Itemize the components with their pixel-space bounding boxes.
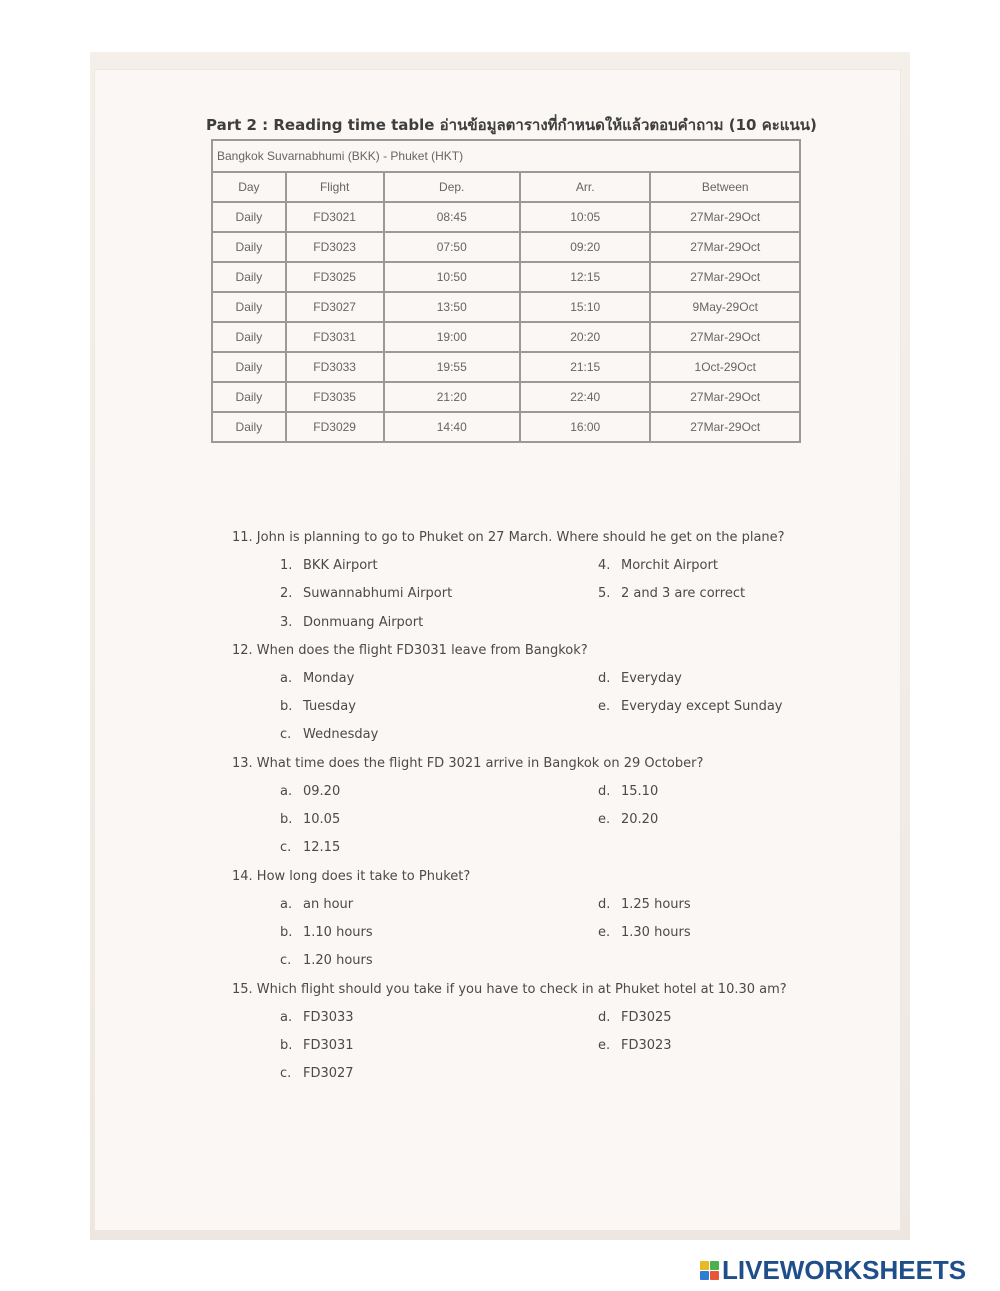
answer-option[interactable] [280,1004,354,1032]
answer-option[interactable] [280,834,340,862]
answer-option[interactable] [280,609,423,637]
cell-flight: FD3035 [286,382,384,412]
cell-day: Daily [212,322,286,352]
liveworksheets-logo [700,1255,966,1286]
cell-day: Daily [212,292,286,322]
answer-option[interactable] [598,693,783,721]
cell-flight: FD3021 [286,202,384,232]
option-text: 12.15 [303,840,341,856]
answer-option[interactable] [598,580,745,608]
cell-between: 27Mar-29Oct [650,232,800,262]
cell-between: 27Mar-29Oct [650,412,800,442]
timetable-row [212,232,800,262]
answer-option[interactable] [280,919,373,947]
question-text: 14. How long does it take to Phuket? [232,868,471,884]
option-text: 2 and 3 are correct [621,586,746,602]
cell-arr: 15:10 [520,292,651,322]
option-text: 1.30 hours [621,924,691,940]
answer-option[interactable] [280,552,378,580]
option-label: a. [280,670,293,686]
brand-name: LIVEWORKSHEETS [722,1255,967,1285]
answer-option[interactable] [598,806,658,834]
cell-dep: 13:50 [384,292,520,322]
option-label: b. [280,812,293,828]
option-text: 20.20 [621,812,659,828]
answer-option[interactable] [280,891,353,919]
answer-option[interactable] [280,1032,354,1060]
timetable-row [212,202,800,232]
option-label: c. [280,840,292,856]
answer-option[interactable] [280,721,378,749]
cell-arr: 12:15 [520,262,651,292]
option-text: FD3033 [303,1009,354,1025]
timetable-row [212,292,800,322]
option-text: Everyday except Sunday [621,699,783,715]
cell-flight: FD3023 [286,232,384,262]
option-label: c. [280,1066,292,1082]
header-dep: Dep. [384,172,520,202]
cell-flight: FD3027 [286,292,384,322]
answer-options [232,778,832,863]
answer-options [232,891,832,976]
option-label: 5. [598,586,611,602]
answer-option[interactable] [280,580,452,608]
option-label: d. [598,783,611,799]
cell-flight: FD3029 [286,412,384,442]
timetable-row [212,382,800,412]
question-12 [232,637,832,750]
header-day: Day [212,172,286,202]
option-text: FD3031 [303,1037,354,1053]
question-text: 13. What time does the flight FD 3021 arrive in Bangkok on 29 October? [232,755,704,771]
header-between: Between [650,172,800,202]
option-text: FD3023 [621,1037,672,1053]
option-text: BKK Airport [303,558,378,573]
option-text: 1.20 hours [303,953,373,969]
option-label: 1. [280,558,293,573]
question-text: 15. Which flight should you take if you have to check in at Phuket hotel at 10.30 am? [232,981,787,997]
option-label: e. [598,812,611,828]
answer-option[interactable] [280,665,354,693]
cell-between: 27Mar-29Oct [650,262,800,292]
timetable-row [212,352,800,382]
option-label: d. [598,670,611,686]
cell-between: 27Mar-29Oct [650,382,800,412]
questions-section [232,524,832,1088]
option-text: Suwannabhumi Airport [303,586,453,602]
question-text: 12. When does the flight FD3031 leave from Bangkok? [232,642,588,658]
timetable-row [212,322,800,352]
answer-option[interactable] [598,919,691,947]
cell-between: 27Mar-29Oct [650,322,800,352]
cell-dep: 07:50 [384,232,520,262]
timetable-row [212,412,800,442]
cell-flight: FD3033 [286,352,384,382]
cell-dep: 10:50 [384,262,520,292]
option-label: d. [598,896,611,912]
answer-option[interactable] [598,778,658,806]
answer-option[interactable] [280,778,340,806]
cell-day: Daily [212,202,286,232]
flight-timetable [211,139,801,443]
option-label: e. [598,699,611,715]
option-text: Donmuang Airport [303,614,424,630]
column-headers [212,172,800,202]
option-text: Everyday [621,670,682,686]
answer-option[interactable] [598,1032,672,1060]
answer-option[interactable] [280,806,340,834]
cell-arr: 10:05 [520,202,651,232]
header-flight: Flight [286,172,384,202]
cell-dep: 08:45 [384,202,520,232]
cell-dep: 19:00 [384,322,520,352]
option-label: c. [280,953,292,969]
question-13 [232,750,832,863]
option-label: c. [280,727,292,743]
cell-between: 1Oct-29Oct [650,352,800,382]
cell-day: Daily [212,352,286,382]
option-text: 15.10 [621,783,659,799]
cell-arr: 21:15 [520,352,651,382]
answer-option[interactable] [598,891,691,919]
cell-between: 9May-29Oct [650,292,800,322]
option-label: a. [280,783,293,799]
option-text: FD3025 [621,1009,672,1025]
option-label: e. [598,1037,611,1053]
option-text: Monday [303,670,355,686]
question-11 [232,524,832,637]
option-text: FD3027 [303,1066,354,1082]
option-label: b. [280,1037,293,1053]
option-label: e. [598,924,611,940]
part-title: Part 2 : Reading time table อ่านข้อมูลตารางที่กำหนดให้แล้วตอบคำถาม (10 คะแนน) [206,116,817,134]
header-arr: Arr. [520,172,651,202]
answer-option[interactable] [280,693,356,721]
option-text: Morchit Airport [621,558,718,573]
option-label: a. [280,1009,293,1025]
timetable-row [212,262,800,292]
option-text: 1.25 hours [621,896,691,912]
cell-dep: 21:20 [384,382,520,412]
option-label: 4. [598,558,611,573]
cell-flight: FD3031 [286,322,384,352]
option-label: 3. [280,614,293,630]
cell-arr: 22:40 [520,382,651,412]
cell-day: Daily [212,232,286,262]
option-label: a. [280,896,293,912]
option-label: b. [280,699,293,715]
question-text: 11. John is planning to go to Phuket on 27 March. Where should he get on the plane? [232,530,785,545]
cell-arr: 16:00 [520,412,651,442]
cell-day: Daily [212,262,286,292]
answer-option[interactable] [280,1060,354,1088]
cell-flight: FD3025 [286,262,384,292]
question-15 [232,976,832,1089]
answer-option[interactable] [598,665,682,693]
option-text: 09.20 [303,783,341,799]
option-text: an hour [303,896,354,912]
cell-dep: 14:40 [384,412,520,442]
option-text: 10.05 [303,812,341,828]
answer-option[interactable] [280,947,373,975]
cell-between: 27Mar-29Oct [650,202,800,232]
answer-option[interactable] [598,552,718,580]
answer-options [232,552,832,637]
cell-day: Daily [212,382,286,412]
answer-option[interactable] [598,1004,672,1032]
option-text: Tuesday [303,699,356,715]
option-label: d. [598,1009,611,1025]
route-header: Bangkok Suvarnabhumi (BKK) - Phuket (HKT) [212,140,800,172]
option-label: 2. [280,586,293,602]
cell-dep: 19:55 [384,352,520,382]
brand-mark-icon [700,1261,719,1280]
answer-options [232,1004,832,1089]
cell-arr: 09:20 [520,232,651,262]
cell-arr: 20:20 [520,322,651,352]
option-text: 1.10 hours [303,924,373,940]
question-14 [232,863,832,976]
option-label: b. [280,924,293,940]
cell-day: Daily [212,412,286,442]
option-text: Wednesday [303,727,379,743]
answer-options [232,665,832,750]
